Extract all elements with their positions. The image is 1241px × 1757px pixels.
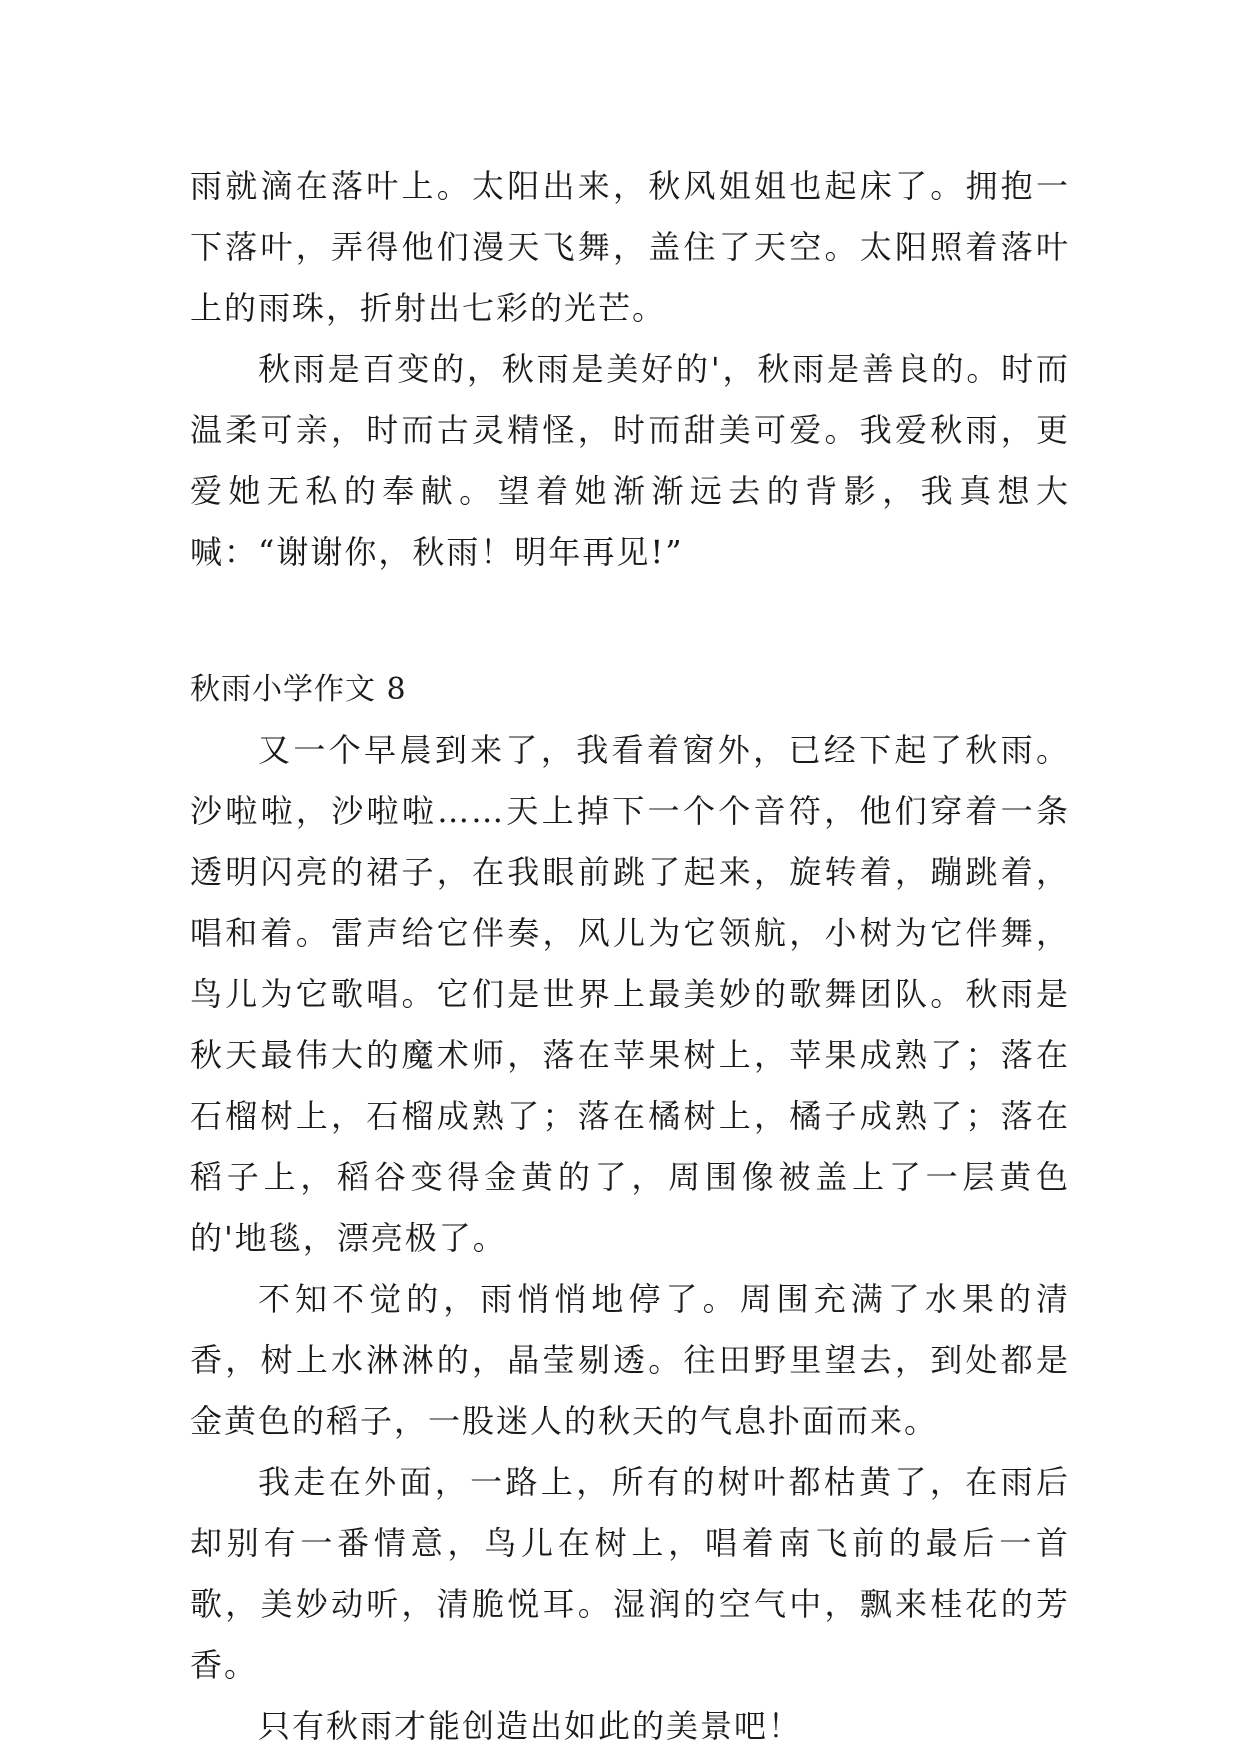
document-page [190,156,1070,1757]
closing-paragraph: 秋雨是百变的，秋雨是美好的'，秋雨是善良的。时而温柔可亲，时而古灵精怪，时而甜美可爱。我爱秋雨，更爱她无私的奉献。望着她渐渐远去的背影，我真想大喊：“谢谢你，秋雨！明年再见!” [190,350,1070,571]
body-paragraph: 只有秋雨才能创造出如此的美景吧！ [258,1707,803,1745]
section-title: 秋雨小学作文 8 [190,672,407,707]
continued-paragraph: 雨就滴在落叶上。太阳出来，秋风姐姐也起床了。拥抱一下落叶，弄得他们漫天飞舞，盖住了天空。太阳照着落叶上的雨珠，折射出七彩的光芒。 [190,167,1070,327]
body-paragraph: 又一个早晨到来了，我看着窗外，已经下起了秋雨。沙啦啦，沙啦啦……天上掉下一个个音符，他们穿着一条透明闪亮的裙子，在我眼前跳了起来，旋转着，蹦跳着，唱和着。雷声给它伴奏，风儿为它领航，小树为它伴舞，鸟儿为它歌唱。它们是世界上最美妙的歌舞团队。秋雨是秋天最伟大的魔术师，落在苹果树上，苹果成熟了；落在石榴树上，石榴成熟了；落在橘树上，橘子成熟了；落在稻子上，稻谷变得金黄的了，周围像被盖上了一层黄色的'地毯，漂亮极了。 [190,731,1070,1257]
body-paragraph: 我走在外面，一路上，所有的树叶都枯黄了，在雨后却别有一番情意，鸟儿在树上，唱着南飞前的最后一首歌，美妙动听，清脆悦耳。湿润的空气中，飘来桂花的芳香。 [190,1463,1070,1684]
body-paragraph: 不知不觉的，雨悄悄地停了。周围充满了水果的清香，树上水淋淋的，晶莹剔透。往田野里望去，到处都是金黄色的稻子，一股迷人的秋天的气息扑面而来。 [190,1280,1070,1440]
